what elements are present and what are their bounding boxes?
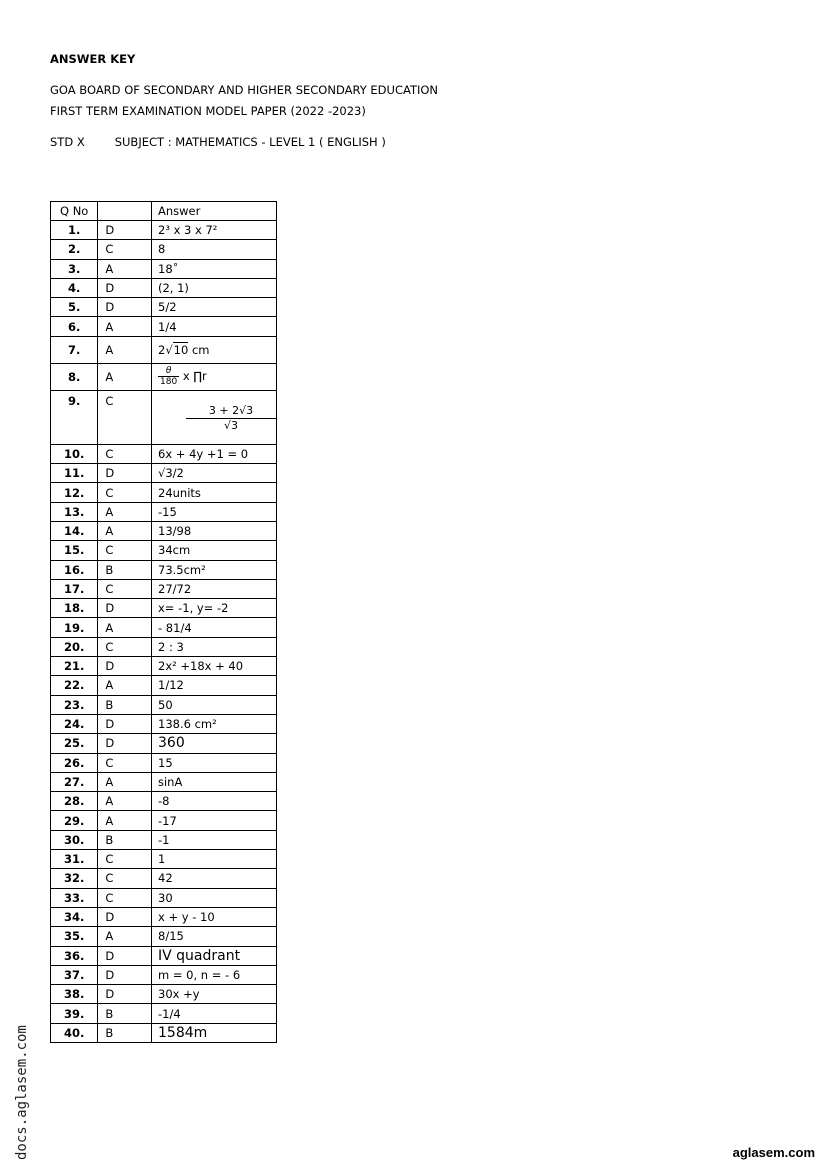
answer-option: D [98,657,152,676]
answer-value: sinA [152,772,277,791]
table-row [51,336,277,363]
answer-option: A [98,521,152,540]
question-number: 26. [51,753,98,772]
table-row [51,1023,277,1042]
answer-option: C [98,637,152,656]
answer-value: 6x + 4y +1 = 0 [152,444,277,463]
answer-value: 8 [152,240,277,259]
table-row [51,850,277,869]
table-row [51,714,277,733]
answer-option: A [98,772,152,791]
answer-value: 1 [152,850,277,869]
question-number: 7. [51,336,98,363]
question-number: 13. [51,502,98,521]
answer-value: -1 [152,830,277,849]
question-number: 27. [51,772,98,791]
answer-value: √3/2 [152,464,277,483]
answer-option: B [98,830,152,849]
answer-value: -17 [152,811,277,830]
answer-value: x + y - 10 [152,907,277,926]
answer-value: 13/98 [152,521,277,540]
table-row [51,927,277,946]
answer-option: A [98,336,152,363]
table-header-row [51,202,277,221]
question-number: 34. [51,907,98,926]
question-number: 2. [51,240,98,259]
table-row [51,1004,277,1023]
table-row [51,240,277,259]
answer-option: B [98,1023,152,1042]
question-number: 17. [51,579,98,598]
question-number: 40. [51,1023,98,1042]
table-row [51,753,277,772]
answer-value: x= -1, y= -2 [152,599,277,618]
answer-option: A [98,811,152,830]
answer-option: D [98,298,152,317]
answer-option: C [98,753,152,772]
answer-option: A [98,317,152,336]
answer-value: 27/72 [152,579,277,598]
answer-value: 2x² +18x + 40 [152,657,277,676]
answer-option: C [98,850,152,869]
answer-value: -1/4 [152,1004,277,1023]
question-number: 33. [51,888,98,907]
answer-value: -8 [152,792,277,811]
answer-option: C [98,390,152,444]
answer-value: 34cm [152,541,277,560]
answer-option: D [98,907,152,926]
answer-value: 1/4 [152,317,277,336]
question-number: 29. [51,811,98,830]
fraction [186,404,276,433]
table-row [51,734,277,753]
answer-option: C [98,240,152,259]
answer-value: 15 [152,753,277,772]
question-number: 4. [51,278,98,297]
qno-header: Q No [51,202,98,221]
answer-option: D [98,278,152,297]
answer-value: 2 : 3 [152,637,277,656]
answer-option: C [98,541,152,560]
question-number: 18. [51,599,98,618]
question-number: 9. [51,390,98,444]
answer-option: A [98,502,152,521]
answer-option: A [98,927,152,946]
answer-value: (2, 1) [152,278,277,297]
question-number: 20. [51,637,98,656]
answer-option: A [98,676,152,695]
table-row [51,599,277,618]
table-row [51,811,277,830]
answer-option: C [98,888,152,907]
option-header [98,202,152,221]
answer-option: B [98,1004,152,1023]
question-number: 35. [51,927,98,946]
answer-option: A [98,259,152,278]
table-row [51,444,277,463]
question-number: 3. [51,259,98,278]
answer-value: 138.6 cm² [152,714,277,733]
table-row [51,502,277,521]
question-number: 19. [51,618,98,637]
class-subject-line [50,135,386,149]
answer-suffix: cm [188,342,210,357]
table-row [51,618,277,637]
answer-suffix: x ∏r [179,369,207,384]
answer-value: 2³ x 3 x 7² [152,221,277,240]
table-row [51,695,277,714]
table-row [51,772,277,791]
answer-value: 8/15 [152,927,277,946]
answer-value: 360 [152,734,277,753]
question-number: 12. [51,483,98,502]
table-row [51,521,277,540]
table-row [51,483,277,502]
std-label: STD X [50,135,85,149]
question-number: 32. [51,869,98,888]
table-row [51,541,277,560]
question-number: 24. [51,714,98,733]
footer-brand: aglasem.com [732,1145,815,1160]
answer-rows [51,221,277,1043]
answer-option: C [98,444,152,463]
answer-value [152,390,277,444]
answer-option: C [98,579,152,598]
answer-value: 5/2 [152,298,277,317]
answer-option: D [98,734,152,753]
answer-value: 42 [152,869,277,888]
radicand: 10 [173,342,189,357]
table-row [51,278,277,297]
question-number: 38. [51,985,98,1004]
table-row [51,985,277,1004]
table-row [51,676,277,695]
table-row [51,830,277,849]
question-number: 14. [51,521,98,540]
table-row [51,888,277,907]
question-number: 11. [51,464,98,483]
question-number: 30. [51,830,98,849]
answer-value: 50 [152,695,277,714]
answer-option: D [98,599,152,618]
question-number: 10. [51,444,98,463]
question-number: 23. [51,695,98,714]
table-row [51,259,277,278]
question-number: 6. [51,317,98,336]
table-row [51,657,277,676]
question-number: 39. [51,1004,98,1023]
answer-value: 73.5cm² [152,560,277,579]
question-number: 36. [51,946,98,965]
fraction-denominator: 180 [160,377,178,388]
table-row [51,946,277,965]
answer-option: B [98,695,152,714]
table-row [51,869,277,888]
answer-option: B [98,560,152,579]
answer-value: 30x +y [152,985,277,1004]
fraction-numerator: 3 + 2√3 [186,404,276,419]
fraction-numerator: θ [158,366,179,377]
answer-option: A [98,363,152,390]
table-row [51,907,277,926]
question-number: 28. [51,792,98,811]
answer-option: D [98,221,152,240]
table-row [51,363,277,390]
answer-option: A [98,792,152,811]
table-row [51,317,277,336]
answer-option: D [98,985,152,1004]
table-row [51,792,277,811]
question-number: 8. [51,363,98,390]
table-row [51,221,277,240]
table-row [51,390,277,444]
table-row [51,579,277,598]
question-number: 25. [51,734,98,753]
question-number: 21. [51,657,98,676]
answer-value [152,363,277,390]
answer-prefix: 2√ [158,342,173,357]
answer-option: D [98,714,152,733]
table-row [51,965,277,984]
fraction [158,366,179,387]
answer-option: D [98,464,152,483]
answer-value: IV quadrant [152,946,277,965]
document-title: ANSWER KEY [50,52,136,66]
answer-value: 18˚ [152,259,277,278]
question-number: 37. [51,965,98,984]
question-number: 16. [51,560,98,579]
answer-option: C [98,869,152,888]
answer-value: 1/12 [152,676,277,695]
answer-value [152,336,277,363]
table-row [51,637,277,656]
board-name: GOA BOARD OF SECONDARY AND HIGHER SECONDARY EDUCATION [50,83,439,97]
answer-value: m = 0, n = - 6 [152,965,277,984]
table-row [51,560,277,579]
question-number: 5. [51,298,98,317]
exam-name: FIRST TERM EXAMINATION MODEL PAPER (2022 -2023) [50,104,366,118]
answer-value: 24units [152,483,277,502]
question-number: 15. [51,541,98,560]
table-row [51,298,277,317]
answer-key-table [50,201,277,1043]
side-watermark: docs.aglasem.com [14,1025,30,1160]
answer-header: Answer [152,202,277,221]
answer-value: - 81/4 [152,618,277,637]
table-row [51,464,277,483]
answer-option: A [98,618,152,637]
fraction-denominator: √3 [223,419,238,433]
answer-option: D [98,965,152,984]
question-number: 22. [51,676,98,695]
answer-value: 1584m [152,1023,277,1042]
question-number: 1. [51,221,98,240]
answer-option: C [98,483,152,502]
answer-option: D [98,946,152,965]
answer-value: 30 [152,888,277,907]
subject-label: SUBJECT : MATHEMATICS - LEVEL 1 ( ENGLISH ) [114,135,386,149]
question-number: 31. [51,850,98,869]
answer-value: -15 [152,502,277,521]
